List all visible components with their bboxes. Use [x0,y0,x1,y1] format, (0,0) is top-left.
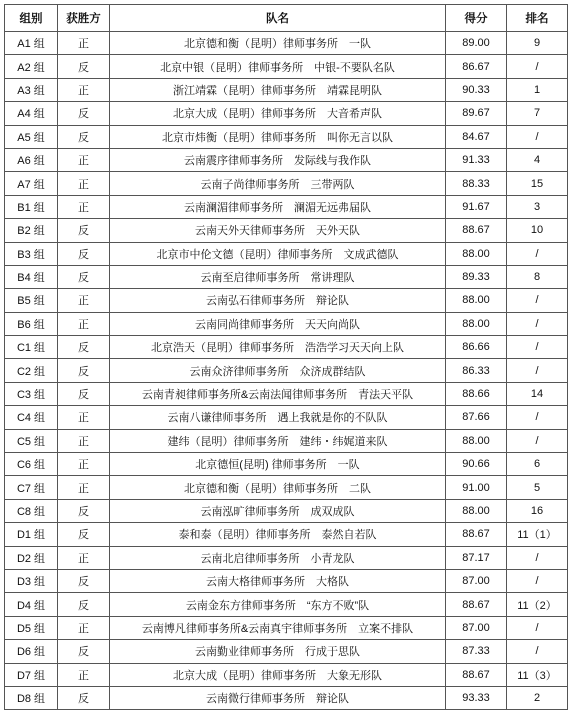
table-row [5,569,568,592]
winner-cell: 反 [58,359,110,382]
table-row [5,406,568,429]
score-cell: 88.33 [446,172,507,195]
header-rank: 排名 [507,5,568,32]
team-name-cell: 云南泓旷律师事务所 成双成队 [110,499,446,522]
rank-cell: 7 [507,102,568,125]
rank-cell: 1 [507,78,568,101]
table-row [5,219,568,242]
group-cell: B1 组 [5,195,58,218]
team-name-cell: 云南至启律师事务所 常讲理队 [110,265,446,288]
winner-cell: 反 [58,640,110,663]
table-row [5,453,568,476]
winner-cell: 正 [58,476,110,499]
score-cell: 91.33 [446,148,507,171]
table-row [5,640,568,663]
table-row [5,336,568,359]
rank-cell: 10 [507,219,568,242]
score-cell: 88.00 [446,289,507,312]
header-row [5,5,568,32]
results-table [4,4,568,710]
team-name-cell: 云南博凡律师事务所&云南真宇律师事务所 立案不排队 [110,616,446,639]
table-row [5,499,568,522]
table-row [5,686,568,709]
header-winner: 获胜方 [58,5,110,32]
group-cell: A3 组 [5,78,58,101]
winner-cell: 正 [58,32,110,55]
rank-cell: / [507,336,568,359]
winner-cell: 正 [58,312,110,335]
rank-cell: / [507,242,568,265]
table-row [5,125,568,148]
header-score: 得分 [446,5,507,32]
score-cell: 88.67 [446,219,507,242]
table-row [5,616,568,639]
table-row [5,546,568,569]
winner-cell: 反 [58,499,110,522]
group-cell: B6 组 [5,312,58,335]
winner-cell: 反 [58,382,110,405]
team-name-cell: 云南金东方律师事务所 “东方不败”队 [110,593,446,616]
score-cell: 86.66 [446,336,507,359]
team-name-cell: 云南澜湄律师事务所 澜湄无远弗届队 [110,195,446,218]
table-row [5,55,568,78]
winner-cell: 正 [58,663,110,686]
group-cell: C5 组 [5,429,58,452]
group-cell: A7 组 [5,172,58,195]
group-cell: A4 组 [5,102,58,125]
team-name-cell: 云南子尚律师事务所 三带两队 [110,172,446,195]
group-cell: D3 组 [5,569,58,592]
score-cell: 89.00 [446,32,507,55]
rank-cell: 11（2） [507,593,568,616]
score-cell: 93.33 [446,686,507,709]
team-name-cell: 北京德恒(昆明) 律师事务所 一队 [110,453,446,476]
team-name-cell: 北京中银（昆明）律师事务所 中银-不要队名队 [110,55,446,78]
score-cell: 87.17 [446,546,507,569]
score-cell: 84.67 [446,125,507,148]
winner-cell: 反 [58,569,110,592]
winner-cell: 反 [58,686,110,709]
rank-cell: / [507,429,568,452]
table-row [5,382,568,405]
rank-cell: 15 [507,172,568,195]
table-body [5,32,568,710]
team-name-cell: 云南众济律师事务所 众济成群结队 [110,359,446,382]
score-cell: 87.00 [446,569,507,592]
group-cell: A5 组 [5,125,58,148]
winner-cell: 正 [58,429,110,452]
group-cell: D2 组 [5,546,58,569]
score-cell: 88.00 [446,499,507,522]
winner-cell: 反 [58,102,110,125]
score-cell: 91.00 [446,476,507,499]
team-name-cell: 云南天外天律师事务所 天外天队 [110,219,446,242]
rank-cell: 11（3） [507,663,568,686]
rank-cell: 14 [507,382,568,405]
table-row [5,32,568,55]
winner-cell: 反 [58,125,110,148]
winner-cell: 正 [58,616,110,639]
score-cell: 91.67 [446,195,507,218]
score-cell: 89.33 [446,265,507,288]
table-row [5,429,568,452]
rank-cell: / [507,312,568,335]
score-cell: 88.66 [446,382,507,405]
group-cell: B3 组 [5,242,58,265]
winner-cell: 反 [58,219,110,242]
header-team-name: 队名 [110,5,446,32]
winner-cell: 反 [58,336,110,359]
table-row [5,476,568,499]
team-name-cell: 云南勤业律师事务所 行成于思队 [110,640,446,663]
table-row [5,148,568,171]
team-name-cell: 云南微行律师事务所 辩论队 [110,686,446,709]
group-cell: A6 组 [5,148,58,171]
group-cell: D6 组 [5,640,58,663]
team-name-cell: 北京大成（昆明）律师事务所 大音希声队 [110,102,446,125]
score-cell: 88.00 [446,312,507,335]
score-cell: 88.67 [446,593,507,616]
table-row [5,289,568,312]
winner-cell: 正 [58,172,110,195]
group-cell: A2 组 [5,55,58,78]
winner-cell: 反 [58,265,110,288]
table-row [5,242,568,265]
winner-cell: 正 [58,78,110,101]
team-name-cell: 建纬（昆明）律师事务所 建纬・纬娓道来队 [110,429,446,452]
rank-cell: / [507,640,568,663]
group-cell: C8 组 [5,499,58,522]
group-cell: A1 组 [5,32,58,55]
rank-cell: / [507,569,568,592]
rank-cell: / [507,289,568,312]
winner-cell: 正 [58,148,110,171]
score-cell: 88.67 [446,523,507,546]
rank-cell: / [507,406,568,429]
group-cell: B4 组 [5,265,58,288]
score-cell: 90.66 [446,453,507,476]
team-name-cell: 北京德和衡（昆明）律师事务所 二队 [110,476,446,499]
rank-cell: 8 [507,265,568,288]
group-cell: C3 组 [5,382,58,405]
score-cell: 88.67 [446,663,507,686]
team-name-cell: 云南青昶律师事务所&云南法闻律师事务所 青法天平队 [110,382,446,405]
rank-cell: 6 [507,453,568,476]
winner-cell: 反 [58,242,110,265]
rank-cell: / [507,125,568,148]
table-row [5,663,568,686]
rank-cell: / [507,359,568,382]
score-cell: 88.00 [446,242,507,265]
rank-cell: / [507,616,568,639]
team-name-cell: 浙江靖霖（昆明）律师事务所 靖霖昆明队 [110,78,446,101]
score-cell: 86.67 [446,55,507,78]
group-cell: D5 组 [5,616,58,639]
winner-cell: 正 [58,289,110,312]
team-name-cell: 北京大成（昆明）律师事务所 大象无形队 [110,663,446,686]
rank-cell: / [507,546,568,569]
rank-cell: / [507,55,568,78]
table-row [5,172,568,195]
table-row [5,265,568,288]
team-name-cell: 云南弘石律师事务所 辩论队 [110,289,446,312]
table-row [5,195,568,218]
group-cell: D1 组 [5,523,58,546]
group-cell: C6 组 [5,453,58,476]
team-name-cell: 北京市炜衡（昆明）律师事务所 叫你无言以队 [110,125,446,148]
group-cell: D7 组 [5,663,58,686]
rank-cell: 5 [507,476,568,499]
score-cell: 90.33 [446,78,507,101]
winner-cell: 正 [58,453,110,476]
rank-cell: 11（1） [507,523,568,546]
winner-cell: 正 [58,195,110,218]
table-row [5,312,568,335]
team-name-cell: 云南八谦律师事务所 遇上我就是你的不队队 [110,406,446,429]
rank-cell: 9 [507,32,568,55]
table-row [5,523,568,546]
team-name-cell: 云南震序律师事务所 发际线与我作队 [110,148,446,171]
team-name-cell: 云南同尚律师事务所 天天向尚队 [110,312,446,335]
group-cell: B2 组 [5,219,58,242]
team-name-cell: 北京浩天（昆明）律师事务所 浩浩学习天天向上队 [110,336,446,359]
group-cell: D8 组 [5,686,58,709]
winner-cell: 反 [58,55,110,78]
group-cell: C4 组 [5,406,58,429]
team-name-cell: 云南北启律师事务所 小青龙队 [110,546,446,569]
team-name-cell: 云南大格律师事务所 大格队 [110,569,446,592]
winner-cell: 反 [58,593,110,616]
group-cell: C2 组 [5,359,58,382]
rank-cell: 2 [507,686,568,709]
group-cell: B5 组 [5,289,58,312]
team-name-cell: 北京德和衡（昆明）律师事务所 一队 [110,32,446,55]
team-name-cell: 北京市中伦文德（昆明）律师事务所 文成武德队 [110,242,446,265]
rank-cell: 4 [507,148,568,171]
header-group: 组别 [5,5,58,32]
score-cell: 87.00 [446,616,507,639]
score-cell: 87.33 [446,640,507,663]
score-cell: 89.67 [446,102,507,125]
score-cell: 88.00 [446,429,507,452]
team-name-cell: 泰和泰（昆明）律师事务所 泰然自若队 [110,523,446,546]
table-row [5,78,568,101]
table-row [5,359,568,382]
score-cell: 86.33 [446,359,507,382]
table-row [5,102,568,125]
rank-cell: 16 [507,499,568,522]
score-cell: 87.66 [446,406,507,429]
group-cell: D4 组 [5,593,58,616]
group-cell: C7 组 [5,476,58,499]
winner-cell: 正 [58,406,110,429]
group-cell: C1 组 [5,336,58,359]
table-row [5,593,568,616]
rank-cell: 3 [507,195,568,218]
winner-cell: 反 [58,523,110,546]
winner-cell: 正 [58,546,110,569]
